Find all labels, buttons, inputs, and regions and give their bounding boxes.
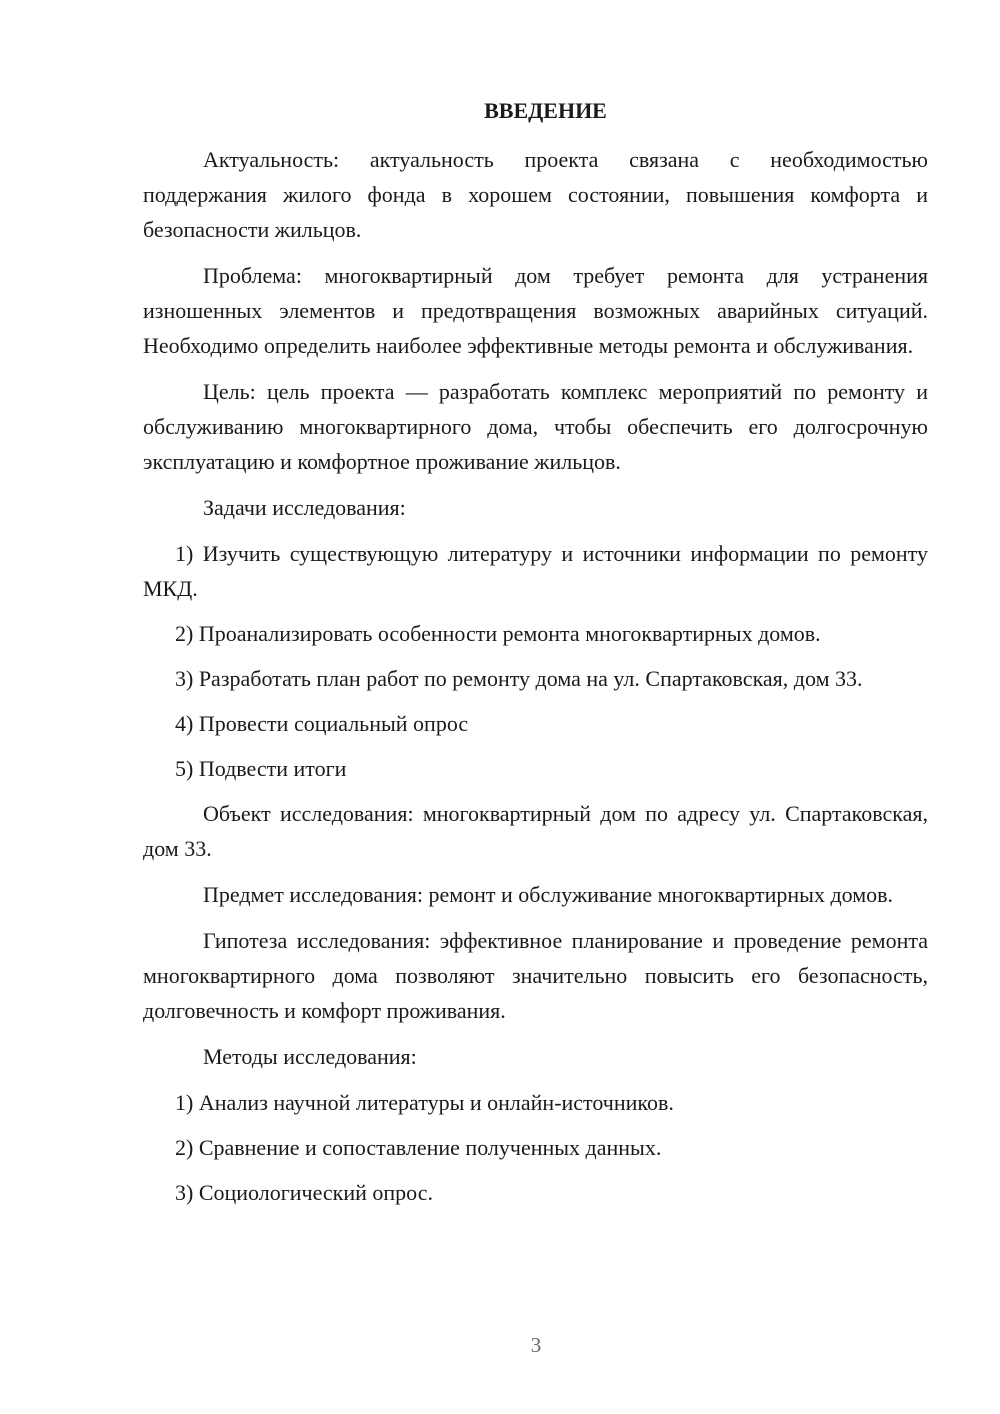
- method-item-2: 2) Сравнение и сопоставление полученных данных.: [175, 1135, 662, 1160]
- task-item-5: 5) Подвести итоги: [175, 756, 347, 781]
- method-item-3: 3) Социологический опрос.: [175, 1180, 433, 1205]
- paragraph-object: Объект исследования: многоквартирный дом по адресу ул. Спартаковская, дом 33.: [143, 801, 928, 861]
- paragraph-goal: Цель: цель проекта — разработать комплекс мероприятий по ремонту и обслуживанию многоквартирного дома, чтобы обеспечить его долгосрочную эксплуатацию и комфортное проживание жильцов.: [143, 379, 928, 474]
- paragraph-tasks-heading: Задачи исследования:: [203, 495, 406, 520]
- task-item-2: 2) Проанализировать особенности ремонта многоквартирных домов.: [175, 621, 821, 646]
- method-item-1: 1) Анализ научной литературы и онлайн-источников.: [175, 1090, 674, 1115]
- paragraph-relevance: Актуальность: актуальность проекта связана с необходимостью поддержания жилого фонда в хорошем состоянии, повышения комфорта и безопасности жильцов.: [143, 147, 928, 242]
- paragraph-problem: Проблема: многоквартирный дом требует ремонта для устранения изношенных элементов и предотвращения возможных аварийных ситуаций. Необходимо определить наиболее эффективные методы ремонта и обслуживания.: [143, 263, 928, 358]
- section-title: ВВЕДЕНИЕ: [484, 98, 607, 123]
- task-item-4: 4) Провести социальный опрос: [175, 711, 469, 736]
- paragraph-hypothesis: Гипотеза исследования: эффективное планирование и проведение ремонта многоквартирного дома позволяют значительно повысить его безопасность, долговечность и комфорт проживания.: [143, 928, 928, 1023]
- paragraph-subject: Предмет исследования: ремонт и обслуживание многоквартирных домов.: [203, 882, 894, 907]
- task-item-3: 3) Разработать план работ по ремонту дома на ул. Спартаковская, дом 33.: [175, 666, 863, 691]
- document-body: [143, 96, 928, 1220]
- paragraph-methods-heading: Методы исследования:: [203, 1044, 417, 1069]
- task-item-1: 1) Изучить существующую литературу и источники информации по ремонту МКД.: [143, 541, 928, 601]
- page-number: 3: [530, 1333, 542, 1357]
